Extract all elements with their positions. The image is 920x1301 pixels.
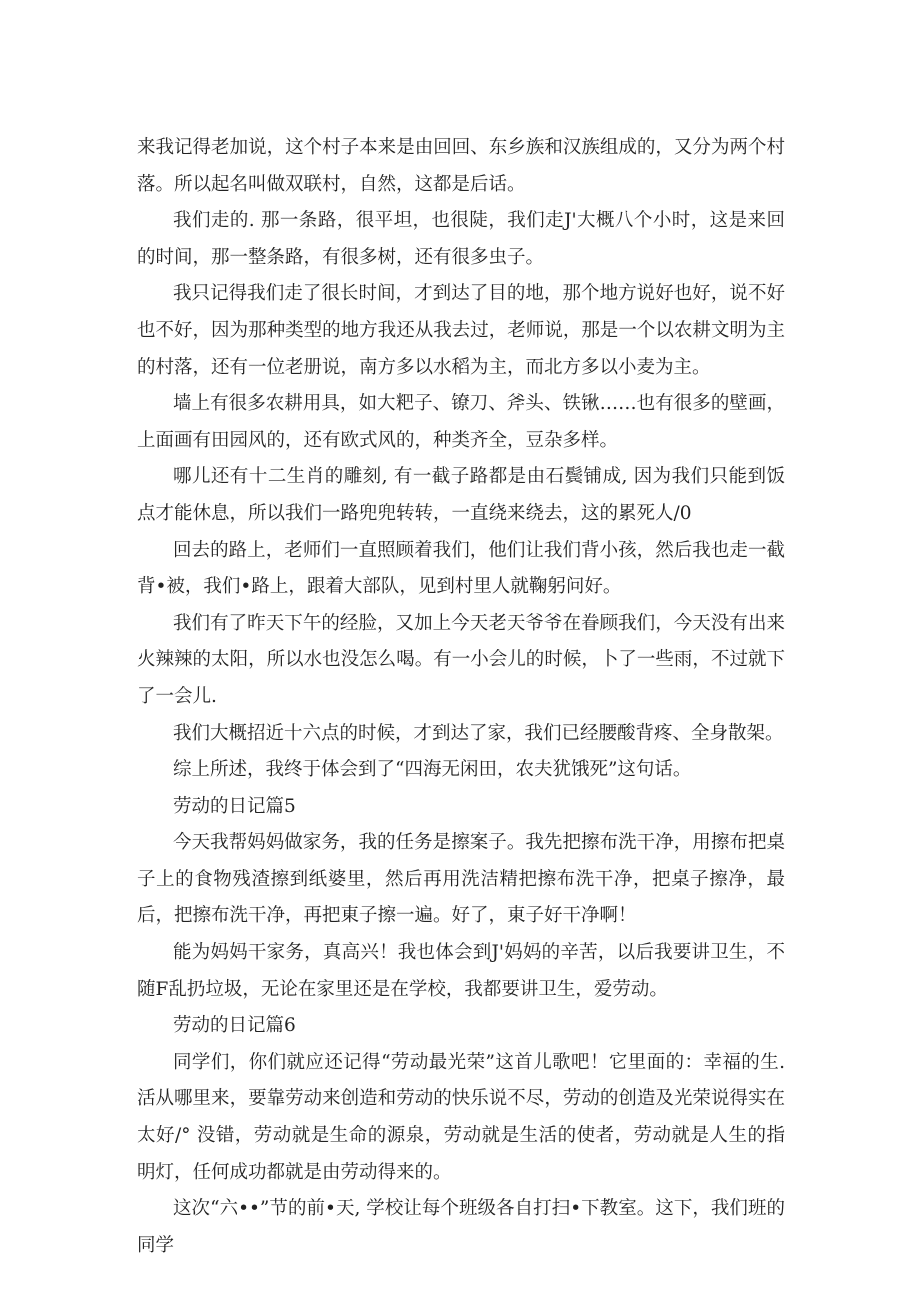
paragraph-arrive-home: 我们大概招近十六点的时候，才到达了家，我们已经腰酸背疼、全身散架。: [173, 722, 784, 744]
paragraph-housework-joy: 能为妈妈干家务，真高兴！我也体会到J'妈妈的辛苦，以后我要讲卫生，不随F乱扔垃圾，无论在家里还是在学校，我都要讲卫生，爱劳动。: [137, 942, 785, 1000]
paragraph-zodiac-carvings: 哪儿还有十二生肖的雕刻, 有一截子路都是由石鬓铺成, 因为我们只能到饭点才能休息，所以我们一路兜兜转转，一直绕来绕去，这的累死人/0: [137, 466, 785, 524]
section-heading-diary-5: 劳动的日记篇5: [173, 795, 296, 817]
paragraph-village-origin: 来我记得老加说，这个村子本来是由回回、东乡族和汉族组成的，又分为两个村落。所以起名叫做双联村，自然，这都是后话。: [137, 137, 785, 195]
document-body: [137, 130, 785, 1264]
section-heading-diary-6: 劳动的日记篇6: [173, 1015, 296, 1037]
paragraph-labor-song: 同学们，你们就应还记得“劳动最光荣”这首儿歌吧！它里面的：幸福的生. 活从哪里来，要靠劳动来创造和劳动的快乐说不尽，劳动的创造及光荣说得实在太好/° 没错，劳动就是生命的源泉，劳动就是生活的使者，劳动就是人生的指明灯，任何成功都就是由劳动得来的。: [137, 1051, 785, 1183]
paragraph-childrens-day: 这次“六••”节的前•天, 学校让每个班级各自打扫•下教室。这下，我们班的同学: [137, 1198, 785, 1256]
paragraph-conclusion: 综上所述，我终于体会到了“四海无闲田，农夫犹饿死”这句话。: [173, 759, 692, 781]
paragraph-return-trip: 回去的路上，老师们一直照顾着我们，他们让我们背小孩，然后我也走一截背•被，我们•路上，跟着大部队，见到村里人就鞠躬问好。: [137, 539, 785, 598]
paragraph-road: 我们走的. 那一条路，很平坦，也很陡，我们走J'大概八个小时，这是来回的时间，那一整条路，有很多树，还有很多虫子。: [137, 210, 785, 268]
paragraph-weather: 我们有了昨天下午的经脸，又加上今天老天爷爷在眷顾我们，今天没有出来火辣辣的太阳，所以水也没怎么喝。有一小会儿的时候，卜了一些雨，不过就下了一会儿.: [137, 612, 785, 707]
paragraph-destination: 我只记得我们走了很长时间，才到达了目的地，那个地方说好也好，说不好也不好，因为那种类型的地方我还从我去过，老师说，那是一个以农耕文明为主的村落，还有一位老册说，南方多以水稻为主，而北方多以小麦为主。: [137, 283, 785, 378]
paragraph-farm-tools: 墙上有很多农耕用具，如大粑子、镣刀、斧头、铁锹……也有很多的壁画，上面画有田园风的，还有欧式风的，种类齐全，豆杂多样。: [137, 393, 785, 451]
paragraph-wipe-table: 今天我帮妈妈做家务，我的任务是擦案子。我先把擦布洗干净，用擦布把桌子上的食物残渣擦到纸婆里，然后再用洗洁精把擦布洗干净，把桌子擦净，最后，把擦布洗干净，再把東子擦一遍。好了，東子好干净啊！: [137, 832, 785, 927]
